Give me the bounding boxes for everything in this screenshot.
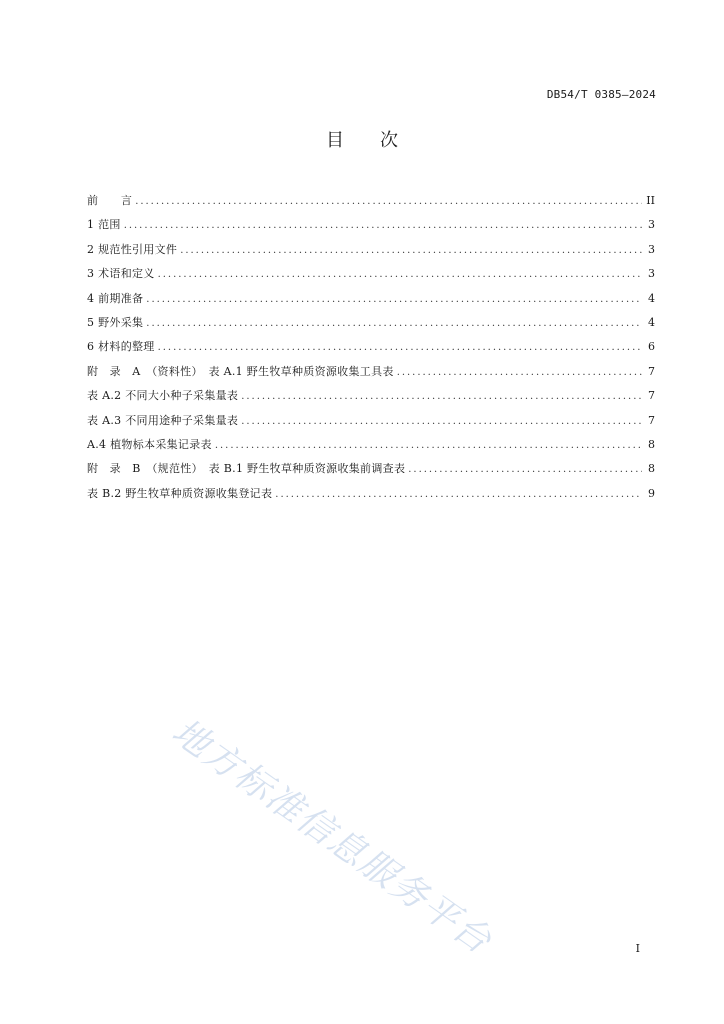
toc-entry-label: 表 B.2 野生牧草种质资源收集登记表 bbox=[87, 486, 273, 500]
page-number: I bbox=[635, 942, 640, 955]
toc-entry-label: 表 A.2 不同大小种子采集量表 bbox=[87, 389, 239, 403]
toc-entry[interactable] bbox=[87, 457, 655, 481]
toc-entry-label: 附 录 B （规范性） 表 B.1 野生牧草种质资源收集前调查表 bbox=[87, 462, 406, 476]
toc-entry-label: 3 术语和定义 bbox=[87, 267, 155, 281]
document-code: DB54/T 0385—2024 bbox=[546, 88, 656, 101]
toc-entry[interactable] bbox=[87, 360, 655, 384]
toc-entry[interactable] bbox=[87, 433, 655, 457]
toc-entry-page: 8 bbox=[648, 462, 655, 476]
toc-leader-dots bbox=[135, 190, 642, 214]
toc-entry-page: 4 bbox=[648, 315, 655, 329]
toc-leader-dots bbox=[397, 361, 642, 385]
toc-entry[interactable] bbox=[87, 384, 655, 408]
toc-entry-label: 1 范围 bbox=[87, 218, 121, 232]
toc-entry-page: 3 bbox=[648, 218, 655, 232]
toc-leader-dots bbox=[215, 434, 642, 458]
toc-entry[interactable] bbox=[87, 189, 655, 213]
toc-entry-label: 6 材料的整理 bbox=[87, 340, 155, 354]
toc-entry-page: 7 bbox=[648, 389, 655, 403]
title-part-1: 目 bbox=[326, 130, 344, 151]
toc-entry-page: 3 bbox=[648, 242, 655, 256]
toc-entry-label: 前 言 bbox=[87, 194, 133, 207]
toc-leader-dots bbox=[275, 483, 642, 507]
toc-entry-label: A.4 植物标本采集记录表 bbox=[87, 437, 212, 451]
toc-entry-page: 6 bbox=[648, 340, 655, 354]
toc-entry-label: 5 野外采集 bbox=[87, 315, 144, 329]
toc-leader-dots bbox=[241, 410, 642, 434]
toc-entry[interactable] bbox=[87, 311, 655, 335]
toc-leader-dots bbox=[158, 263, 642, 287]
toc-entry-page: 7 bbox=[648, 413, 655, 427]
toc-entry-page: 9 bbox=[648, 486, 655, 500]
toc-entry-page: 3 bbox=[648, 267, 655, 281]
toc-leader-dots bbox=[146, 288, 642, 312]
watermark: 地方标准信息服务平台 bbox=[164, 711, 500, 963]
toc-leader-dots bbox=[241, 385, 642, 409]
toc-entry-label: 附 录 A （资料性） 表 A.1 野生牧草种质资源收集工具表 bbox=[87, 364, 394, 378]
toc-entry-label: 表 A.3 不同用途种子采集量表 bbox=[87, 413, 239, 427]
toc-entry-label: 4 前期准备 bbox=[87, 291, 144, 305]
title-part-2: 次 bbox=[380, 130, 398, 151]
toc-entry[interactable] bbox=[87, 213, 655, 237]
toc-entry[interactable] bbox=[87, 409, 655, 433]
toc-entry-page: 7 bbox=[648, 364, 655, 378]
table-of-contents bbox=[87, 189, 655, 506]
toc-entry[interactable] bbox=[87, 287, 655, 311]
toc-leader-dots bbox=[158, 336, 642, 360]
toc-entry[interactable] bbox=[87, 482, 655, 506]
toc-entry-page: 8 bbox=[648, 437, 655, 451]
toc-entry[interactable] bbox=[87, 335, 655, 359]
toc-leader-dots bbox=[146, 312, 642, 336]
page-title bbox=[0, 126, 724, 152]
toc-leader-dots bbox=[180, 239, 642, 263]
toc-leader-dots bbox=[408, 458, 642, 482]
toc-entry-page: II bbox=[646, 194, 655, 207]
toc-entry[interactable] bbox=[87, 262, 655, 286]
toc-entry-label: 2 规范性引用文件 bbox=[87, 242, 178, 256]
toc-entry-page: 4 bbox=[648, 291, 655, 305]
toc-entry[interactable] bbox=[87, 238, 655, 262]
toc-leader-dots bbox=[124, 214, 642, 238]
